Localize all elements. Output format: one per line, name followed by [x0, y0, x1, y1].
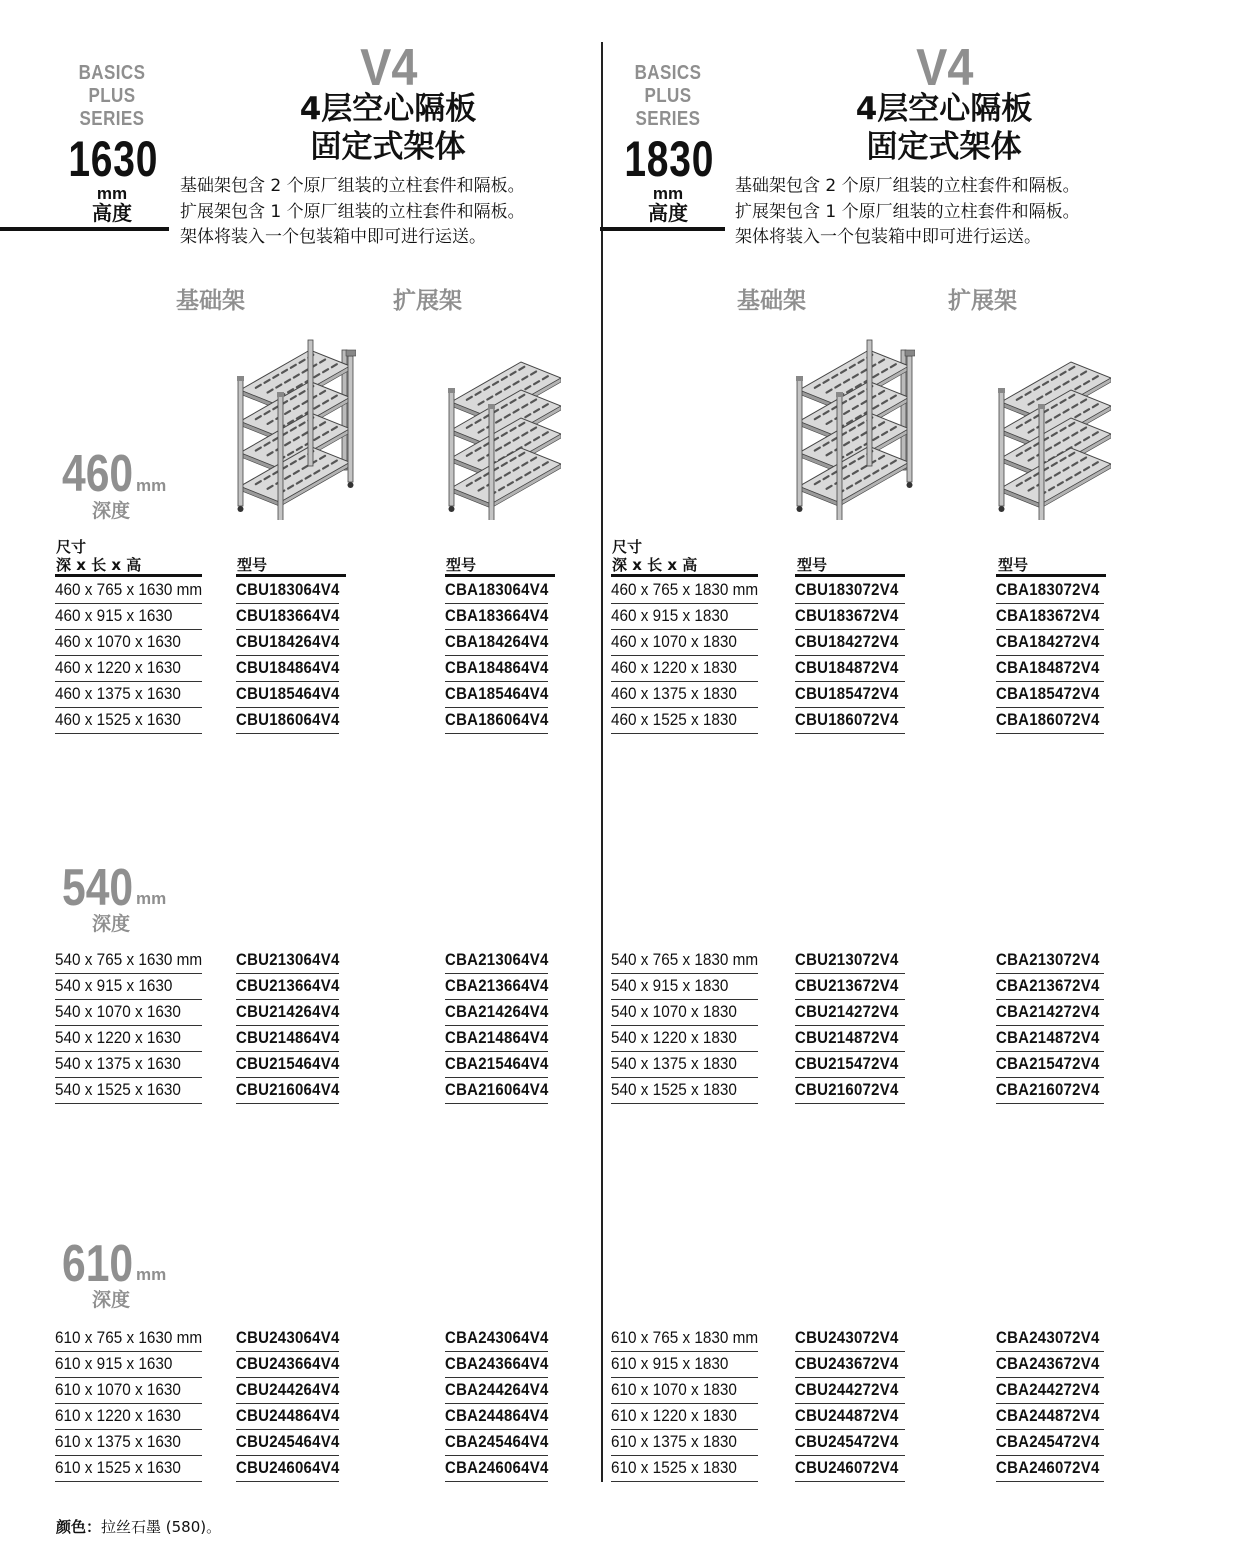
depth-unit: mm — [136, 889, 167, 908]
extension-model-cell — [996, 629, 1104, 656]
extension-model-cell — [996, 577, 1104, 604]
base-model-cell — [236, 1377, 339, 1404]
series-label-plus: PLUS — [88, 85, 136, 107]
base-model-cell — [236, 1025, 339, 1052]
extension-model-cell — [996, 1429, 1104, 1456]
base-model-cell — [236, 1077, 339, 1104]
model-code: CBA246072V4 — [996, 1458, 1100, 1477]
extension-model-cell — [996, 1351, 1104, 1378]
model-code: CBA214872V4 — [996, 1028, 1100, 1047]
size-text: 610 x 765 x 1630 mm — [55, 1328, 203, 1347]
model-code: CBA184864V4 — [445, 658, 549, 677]
base-model-cell — [236, 1403, 339, 1430]
model-code: CBU184872V4 — [795, 658, 899, 677]
extension-model-cell — [445, 681, 548, 708]
extension-model-cell — [996, 999, 1104, 1026]
size-cell — [611, 947, 758, 974]
model-code: CBA184264V4 — [445, 632, 549, 651]
size-text: 610 x 915 x 1830 — [611, 1354, 729, 1373]
base-model-cell — [795, 655, 905, 682]
model-code: CBA245464V4 — [445, 1432, 549, 1451]
model-code: CBU214272V4 — [795, 1002, 899, 1021]
description-line: 架体将装入一个包装箱中即可进行运送。 — [735, 227, 1041, 247]
depth-unit: mm — [136, 1265, 167, 1284]
size-text: 610 x 1525 x 1630 — [55, 1458, 181, 1477]
series-label-basics: BASICS — [78, 62, 146, 84]
depth-label: 深度 — [92, 1289, 131, 1311]
model-code: CBU244272V4 — [795, 1380, 899, 1399]
extension-model-cell — [445, 707, 548, 734]
extension-model-cell — [996, 681, 1104, 708]
extension-model-cell — [996, 707, 1104, 734]
model-code: CBU183064V4 — [236, 580, 340, 599]
base-model-cell — [236, 1325, 339, 1352]
model-code: CBU243064V4 — [236, 1328, 340, 1347]
model-code: CBA213064V4 — [445, 950, 549, 969]
model-code: CBA213672V4 — [996, 976, 1100, 995]
size-cell — [55, 1325, 202, 1352]
size-cell — [611, 1051, 758, 1078]
model-code: CBA245472V4 — [996, 1432, 1100, 1451]
size-text: 460 x 1220 x 1830 — [611, 658, 737, 677]
model-code: CBU216072V4 — [795, 1080, 899, 1099]
size-cell — [611, 1403, 758, 1430]
size-text: 540 x 1070 x 1630 — [55, 1002, 181, 1021]
size-text: 460 x 1070 x 1630 — [55, 632, 181, 651]
extension-model-cell — [445, 603, 548, 630]
size-cell — [55, 629, 202, 656]
model-code: CBU186064V4 — [236, 710, 340, 729]
size-cell — [55, 947, 202, 974]
base-model-cell — [236, 947, 339, 974]
size-header — [612, 538, 697, 574]
size-cell — [55, 999, 202, 1026]
model-code: CBU213664V4 — [236, 976, 340, 995]
page-title-line1: 4层空心隔板 — [299, 91, 477, 127]
size-cell — [55, 707, 202, 734]
height-label: 高度 — [92, 203, 132, 225]
size-text: 460 x 765 x 1630 mm — [55, 580, 203, 599]
size-cell — [55, 1455, 202, 1482]
base-model-cell — [236, 1051, 339, 1078]
size-cell — [611, 1025, 758, 1052]
model-code: CBU183672V4 — [795, 606, 899, 625]
model-code: CBU215464V4 — [236, 1054, 340, 1073]
model-code: CBA244272V4 — [996, 1380, 1100, 1399]
model-code: CBU216064V4 — [236, 1080, 340, 1099]
base-model-cell — [795, 1051, 905, 1078]
model-code: CBU243072V4 — [795, 1328, 899, 1347]
size-cell — [611, 1377, 758, 1404]
size-header — [56, 538, 141, 574]
model-code: CBU243664V4 — [236, 1354, 340, 1373]
size-cell — [611, 1351, 758, 1378]
depth-value: 460 — [62, 445, 134, 503]
base-model-cell — [236, 629, 339, 656]
model-code: CBA184872V4 — [996, 658, 1100, 677]
model-code: CBA243672V4 — [996, 1354, 1100, 1373]
size-cell — [55, 1403, 202, 1430]
model-code: CBU184264V4 — [236, 632, 340, 651]
size-cell — [55, 681, 202, 708]
page-title-line2: 固定式架体 — [866, 129, 1022, 165]
description — [180, 174, 525, 251]
header-rule — [0, 227, 169, 231]
model-code: CBU243672V4 — [795, 1354, 899, 1373]
base-model-cell — [236, 655, 339, 682]
base-model-cell — [236, 999, 339, 1026]
base-model-cell — [795, 1325, 905, 1352]
model-code: CBU184272V4 — [795, 632, 899, 651]
model-code: CBU186072V4 — [795, 710, 899, 729]
size-cell — [611, 603, 758, 630]
size-cell — [611, 629, 758, 656]
extension-model-cell — [445, 655, 548, 682]
model-version: V4 — [360, 39, 418, 97]
page-title-line1: 4层空心隔板 — [855, 91, 1033, 127]
size-cell — [611, 1325, 758, 1352]
size-text: 540 x 915 x 1830 — [611, 976, 729, 995]
model-code: CBA214272V4 — [996, 1002, 1100, 1021]
extension-model-cell — [445, 1077, 548, 1104]
model-code: CBA246064V4 — [445, 1458, 549, 1477]
depth-label: 深度 — [92, 500, 131, 522]
extension-model-cell — [996, 1051, 1104, 1078]
extension-model-cell — [445, 1377, 548, 1404]
model-code: CBU246064V4 — [236, 1458, 340, 1477]
size-text: 460 x 915 x 1630 — [55, 606, 173, 625]
base-model-cell — [236, 603, 339, 630]
model-code: CBA183672V4 — [996, 606, 1100, 625]
base-model-cell — [795, 973, 905, 1000]
extension-model-cell — [445, 1351, 548, 1378]
model-code: CBU185464V4 — [236, 684, 340, 703]
model-header: 型号 — [797, 556, 828, 574]
size-text: 540 x 1220 x 1830 — [611, 1028, 737, 1047]
series-block-left — [56, 62, 168, 225]
base-model-cell — [795, 577, 905, 604]
series-label-plus: PLUS — [644, 85, 692, 107]
base-model-cell — [236, 681, 339, 708]
size-cell — [611, 655, 758, 682]
base-model-cell — [795, 1403, 905, 1430]
extension-model-cell — [445, 1429, 548, 1456]
series-label-series: SERIES — [635, 108, 701, 130]
center-divider — [601, 42, 603, 1482]
model-code: CBA244864V4 — [445, 1406, 549, 1425]
base-model-cell — [795, 603, 905, 630]
size-cell — [611, 707, 758, 734]
extension-model-cell — [996, 1377, 1104, 1404]
height-value: 1830 — [624, 131, 715, 187]
size-cell — [55, 973, 202, 1000]
height-unit: mm — [652, 184, 684, 203]
size-cell — [55, 1351, 202, 1378]
size-text: 610 x 1375 x 1630 — [55, 1432, 181, 1451]
model-code: CBU184864V4 — [236, 658, 340, 677]
model-header: 型号 — [446, 556, 477, 574]
base-model-cell — [236, 973, 339, 1000]
depth-label: 深度 — [92, 913, 131, 935]
base-rack-illustration — [791, 330, 915, 520]
model-code: CBU246072V4 — [795, 1458, 899, 1477]
model-code: CBA243064V4 — [445, 1328, 549, 1347]
size-text: 540 x 1070 x 1830 — [611, 1002, 737, 1021]
size-text: 610 x 1220 x 1830 — [611, 1406, 737, 1425]
model-code: CBU244872V4 — [795, 1406, 899, 1425]
model-code: CBU214264V4 — [236, 1002, 340, 1021]
model-code: CBU245472V4 — [795, 1432, 899, 1451]
extension-model-cell — [996, 1455, 1104, 1482]
model-code: CBU214872V4 — [795, 1028, 899, 1047]
extension-model-cell — [445, 577, 548, 604]
extension-model-cell — [445, 1051, 548, 1078]
model-code: CBA244264V4 — [445, 1380, 549, 1399]
base-model-cell — [795, 1455, 905, 1482]
base-model-cell — [795, 1377, 905, 1404]
size-cell — [55, 1377, 202, 1404]
extension-rack-illustration — [443, 342, 561, 520]
size-text: 540 x 1525 x 1830 — [611, 1080, 737, 1099]
extension-model-cell — [445, 999, 548, 1026]
size-text: 460 x 765 x 1830 mm — [611, 580, 759, 599]
model-header: 型号 — [237, 556, 268, 574]
extension-model-cell — [996, 655, 1104, 682]
size-cell — [55, 655, 202, 682]
model-code: CBU213672V4 — [795, 976, 899, 995]
base-model-cell — [236, 707, 339, 734]
size-cell — [55, 1429, 202, 1456]
size-text: 610 x 1070 x 1630 — [55, 1380, 181, 1399]
size-cell — [611, 1429, 758, 1456]
extension-model-cell — [996, 1077, 1104, 1104]
size-text: 460 x 1375 x 1830 — [611, 684, 737, 703]
model-code: CBU215472V4 — [795, 1054, 899, 1073]
column-heading-extension: 扩展架 — [393, 288, 462, 314]
extension-model-cell — [445, 629, 548, 656]
extension-model-cell — [996, 603, 1104, 630]
base-model-cell — [795, 1429, 905, 1456]
size-text: 460 x 1525 x 1630 — [55, 710, 181, 729]
model-code: CBA215472V4 — [996, 1054, 1100, 1073]
description-line: 基础架包含 2 个原厂组装的立柱套件和隔板。 — [180, 176, 525, 196]
extension-model-cell — [996, 1025, 1104, 1052]
size-cell — [611, 577, 758, 604]
column-heading-extension: 扩展架 — [948, 288, 1017, 314]
size-text: 610 x 1070 x 1830 — [611, 1380, 737, 1399]
model-code: CBA243072V4 — [996, 1328, 1100, 1347]
size-cell — [55, 603, 202, 630]
model-code: CBA183072V4 — [996, 580, 1100, 599]
size-cell — [611, 1077, 758, 1104]
size-header-line1: 尺寸 — [612, 538, 643, 556]
series-label-basics: BASICS — [634, 62, 702, 84]
description — [735, 174, 1080, 251]
model-code: CBU245464V4 — [236, 1432, 340, 1451]
base-model-cell — [236, 577, 339, 604]
series-label-series: SERIES — [79, 108, 145, 130]
size-text: 540 x 765 x 1830 mm — [611, 950, 759, 969]
size-header-line1: 尺寸 — [56, 538, 87, 556]
description-line: 扩展架包含 1 个原厂组装的立柱套件和隔板。 — [735, 201, 1080, 222]
size-text: 460 x 1375 x 1630 — [55, 684, 181, 703]
model-header: 型号 — [998, 556, 1029, 574]
model-code: CBA183064V4 — [445, 580, 549, 599]
model-code: CBU213072V4 — [795, 950, 899, 969]
size-text: 610 x 765 x 1830 mm — [611, 1328, 759, 1347]
model-code: CBA215464V4 — [445, 1054, 549, 1073]
description-line: 基础架包含 2 个原厂组装的立柱套件和隔板。 — [735, 176, 1080, 196]
model-code: CBA185472V4 — [996, 684, 1100, 703]
model-code: CBU244864V4 — [236, 1406, 340, 1425]
model-code: CBA216072V4 — [996, 1080, 1100, 1099]
model-code: CBU183072V4 — [795, 580, 899, 599]
base-model-cell — [236, 1429, 339, 1456]
depth-unit: mm — [136, 476, 167, 495]
model-code: CBA214264V4 — [445, 1002, 549, 1021]
size-text: 460 x 915 x 1830 — [611, 606, 729, 625]
series-block-right — [612, 62, 724, 225]
model-code: CBU183664V4 — [236, 606, 340, 625]
base-model-cell — [236, 1351, 339, 1378]
base-model-cell — [795, 947, 905, 974]
size-text: 540 x 1525 x 1630 — [55, 1080, 181, 1099]
size-text: 460 x 1220 x 1630 — [55, 658, 181, 677]
model-code: CBA243664V4 — [445, 1354, 549, 1373]
size-header-line2: 深 x 长 x 高 — [612, 556, 698, 574]
model-code: CBA184272V4 — [996, 632, 1100, 651]
model-code: CBA214864V4 — [445, 1028, 549, 1047]
height-value: 1630 — [68, 131, 159, 187]
model-code: CBA186072V4 — [996, 710, 1100, 729]
header-rule — [600, 227, 725, 231]
extension-model-cell — [445, 1325, 548, 1352]
size-text: 610 x 1375 x 1830 — [611, 1432, 737, 1451]
model-code: CBA213072V4 — [996, 950, 1100, 969]
base-model-cell — [795, 707, 905, 734]
size-text: 610 x 915 x 1630 — [55, 1354, 173, 1373]
size-text: 610 x 1220 x 1630 — [55, 1406, 181, 1425]
height-label: 高度 — [648, 203, 688, 225]
page-title-line2: 固定式架体 — [310, 129, 466, 165]
size-text: 540 x 1375 x 1830 — [611, 1054, 737, 1073]
size-text: 460 x 1525 x 1830 — [611, 710, 737, 729]
size-text: 460 x 1070 x 1830 — [611, 632, 737, 651]
size-text: 540 x 1220 x 1630 — [55, 1028, 181, 1047]
size-text: 540 x 915 x 1630 — [55, 976, 173, 995]
color-note-label: 颜色： — [56, 1518, 102, 1536]
size-text: 540 x 765 x 1630 mm — [55, 950, 203, 969]
column-heading-base: 基础架 — [176, 288, 245, 314]
extension-model-cell — [996, 1403, 1104, 1430]
model-code: CBA244872V4 — [996, 1406, 1100, 1425]
model-version: V4 — [916, 39, 974, 97]
model-code: CBA216064V4 — [445, 1080, 549, 1099]
description-line: 架体将装入一个包装箱中即可进行运送。 — [180, 227, 486, 247]
extension-model-cell — [445, 1455, 548, 1482]
model-code: CBU214864V4 — [236, 1028, 340, 1047]
extension-model-cell — [996, 947, 1104, 974]
extension-model-cell — [445, 973, 548, 1000]
extension-model-cell — [996, 1325, 1104, 1352]
extension-model-cell — [445, 1025, 548, 1052]
size-cell — [611, 1455, 758, 1482]
size-text: 540 x 1375 x 1630 — [55, 1054, 181, 1073]
extension-rack-illustration — [993, 342, 1111, 520]
model-code: CBA186064V4 — [445, 710, 549, 729]
column-heading-base: 基础架 — [737, 288, 806, 314]
size-cell — [55, 1051, 202, 1078]
model-code: CBA183664V4 — [445, 606, 549, 625]
color-note — [56, 1516, 221, 1537]
color-note-text: 拉丝石墨 (580)。 — [101, 1518, 222, 1536]
model-code: CBA185464V4 — [445, 684, 549, 703]
extension-model-cell — [445, 1403, 548, 1430]
base-model-cell — [795, 999, 905, 1026]
model-code: CBU185472V4 — [795, 684, 899, 703]
depth-value: 610 — [62, 1235, 134, 1293]
extension-model-cell — [996, 973, 1104, 1000]
size-cell — [611, 999, 758, 1026]
height-unit: mm — [96, 184, 128, 203]
depth-value: 540 — [62, 859, 134, 917]
description-line: 扩展架包含 1 个原厂组装的立柱套件和隔板。 — [180, 201, 525, 222]
size-cell — [55, 1025, 202, 1052]
model-code: CBU244264V4 — [236, 1380, 340, 1399]
size-cell — [55, 1077, 202, 1104]
size-text: 610 x 1525 x 1830 — [611, 1458, 737, 1477]
model-code: CBA213664V4 — [445, 976, 549, 995]
base-model-cell — [795, 1351, 905, 1378]
extension-model-cell — [445, 947, 548, 974]
size-cell — [611, 973, 758, 1000]
base-model-cell — [795, 629, 905, 656]
size-cell — [611, 681, 758, 708]
base-model-cell — [795, 1025, 905, 1052]
base-model-cell — [795, 1077, 905, 1104]
base-model-cell — [236, 1455, 339, 1482]
base-rack-illustration — [232, 330, 356, 520]
size-header-line2: 深 x 长 x 高 — [56, 556, 142, 574]
base-model-cell — [795, 681, 905, 708]
size-cell — [55, 577, 202, 604]
model-code: CBU213064V4 — [236, 950, 340, 969]
